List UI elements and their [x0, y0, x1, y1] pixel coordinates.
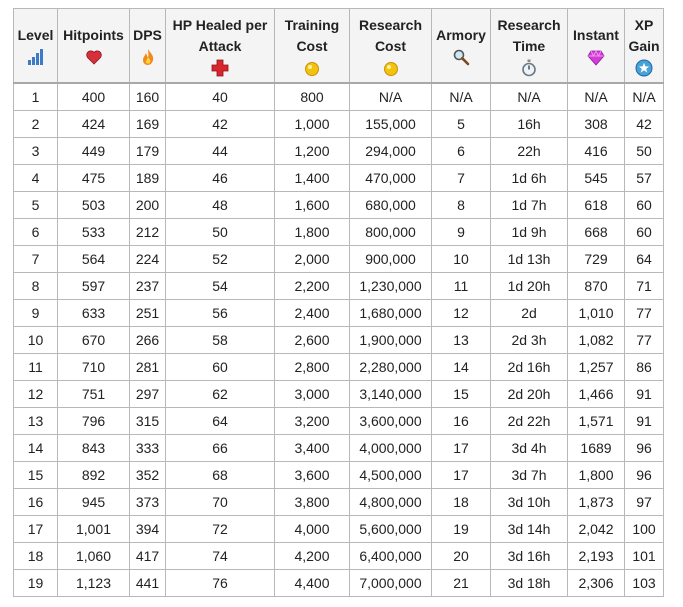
col-header-label: Level: [17, 27, 54, 43]
cell-hp-healed: 58: [166, 327, 275, 354]
col-header-label: Hitpoints: [63, 27, 124, 43]
col-header-label: Training Cost: [284, 16, 340, 54]
cell-xp-gain: 96: [625, 462, 664, 489]
cell-instant: 2,042: [568, 516, 625, 543]
cell-hitpoints: 503: [58, 192, 130, 219]
cell-research-cost: 4,500,000: [350, 462, 432, 489]
cell-hp-healed: 56: [166, 300, 275, 327]
cell-level: 16: [14, 489, 58, 516]
cell-research-time: 1d 7h: [491, 192, 568, 219]
cell-xp-gain: 60: [625, 219, 664, 246]
cell-dps: 352: [130, 462, 166, 489]
cell-xp-gain: 42: [625, 111, 664, 138]
cell-instant: 870: [568, 273, 625, 300]
cell-armory: 12: [432, 300, 491, 327]
cell-hp-healed: 42: [166, 111, 275, 138]
cell-training-cost: 800: [275, 83, 350, 111]
table-row: [14, 83, 664, 111]
cell-dps: 224: [130, 246, 166, 273]
table-row: [14, 543, 664, 570]
cell-hp-healed: 40: [166, 83, 275, 111]
cell-hp-healed: 54: [166, 273, 275, 300]
col-header-instant: [568, 9, 625, 84]
cell-instant: 1,873: [568, 489, 625, 516]
cell-training-cost: 1,400: [275, 165, 350, 192]
cell-instant: 1,257: [568, 354, 625, 381]
cell-armory: 10: [432, 246, 491, 273]
cell-research-cost: 470,000: [350, 165, 432, 192]
cell-level: 17: [14, 516, 58, 543]
cell-training-cost: 4,400: [275, 570, 350, 597]
cell-research-cost: 6,400,000: [350, 543, 432, 570]
cell-instant: 545: [568, 165, 625, 192]
cell-dps: 266: [130, 327, 166, 354]
cell-dps: 297: [130, 381, 166, 408]
col-header-label: XP Gain: [628, 16, 660, 54]
cell-xp-gain: 64: [625, 246, 664, 273]
cell-armory: 7: [432, 165, 491, 192]
cell-instant: 1,082: [568, 327, 625, 354]
cell-hp-healed: 76: [166, 570, 275, 597]
cell-armory: 8: [432, 192, 491, 219]
cell-training-cost: 3,200: [275, 408, 350, 435]
table-row: [14, 138, 664, 165]
cell-research-time: 22h: [491, 138, 568, 165]
cell-xp-gain: 71: [625, 273, 664, 300]
cell-research-time: 1d 9h: [491, 219, 568, 246]
cell-level: 7: [14, 246, 58, 273]
cell-instant: 308: [568, 111, 625, 138]
cell-dps: 281: [130, 354, 166, 381]
cell-hp-healed: 46: [166, 165, 275, 192]
cell-hitpoints: 945: [58, 489, 130, 516]
cell-instant: 1,571: [568, 408, 625, 435]
cell-level: 12: [14, 381, 58, 408]
cell-hitpoints: 1,123: [58, 570, 130, 597]
cell-xp-gain: 97: [625, 489, 664, 516]
cell-research-cost: N/A: [350, 83, 432, 111]
cell-research-time: 3d 10h: [491, 489, 568, 516]
cell-dps: 200: [130, 192, 166, 219]
cell-level: 3: [14, 138, 58, 165]
stats-table-container: [13, 8, 664, 597]
table-row: [14, 219, 664, 246]
cell-xp-gain: 57: [625, 165, 664, 192]
cell-research-cost: 7,000,000: [350, 570, 432, 597]
elixir-icon: [303, 59, 321, 77]
table-row: [14, 354, 664, 381]
cell-research-cost: 2,280,000: [350, 354, 432, 381]
fire-icon: [139, 48, 157, 66]
table-row: [14, 516, 664, 543]
cell-armory: 18: [432, 489, 491, 516]
xp-star-icon: [635, 59, 653, 77]
cell-training-cost: 4,200: [275, 543, 350, 570]
cell-hp-healed: 62: [166, 381, 275, 408]
cell-hp-healed: 52: [166, 246, 275, 273]
heart-icon: [85, 48, 103, 66]
cell-dps: 189: [130, 165, 166, 192]
cell-training-cost: 3,600: [275, 462, 350, 489]
cell-research-time: 1d 13h: [491, 246, 568, 273]
cell-instant: 1689: [568, 435, 625, 462]
red-cross-icon: [211, 59, 229, 77]
cell-hp-healed: 66: [166, 435, 275, 462]
cell-hitpoints: 1,001: [58, 516, 130, 543]
cell-training-cost: 2,800: [275, 354, 350, 381]
cell-level: 4: [14, 165, 58, 192]
cell-xp-gain: 77: [625, 327, 664, 354]
cell-hitpoints: 449: [58, 138, 130, 165]
cell-level: 2: [14, 111, 58, 138]
table-row: [14, 192, 664, 219]
cell-hp-healed: 68: [166, 462, 275, 489]
cell-research-cost: 155,000: [350, 111, 432, 138]
elixir-icon: [382, 59, 400, 77]
cell-hitpoints: 892: [58, 462, 130, 489]
cell-xp-gain: 101: [625, 543, 664, 570]
cell-training-cost: 1,000: [275, 111, 350, 138]
cell-armory: 5: [432, 111, 491, 138]
cell-instant: 729: [568, 246, 625, 273]
col-header-armory: [432, 9, 491, 84]
col-header-hitpoints: [58, 9, 130, 84]
cell-hitpoints: 843: [58, 435, 130, 462]
cell-level: 5: [14, 192, 58, 219]
cell-training-cost: 2,600: [275, 327, 350, 354]
cell-dps: 441: [130, 570, 166, 597]
cell-training-cost: 3,000: [275, 381, 350, 408]
cell-dps: 160: [130, 83, 166, 111]
cell-research-time: 3d 16h: [491, 543, 568, 570]
cell-training-cost: 2,400: [275, 300, 350, 327]
cell-research-cost: 294,000: [350, 138, 432, 165]
stats-table: [13, 8, 664, 597]
table-row: [14, 381, 664, 408]
cell-hitpoints: 475: [58, 165, 130, 192]
cell-dps: 333: [130, 435, 166, 462]
cell-level: 18: [14, 543, 58, 570]
table-row: [14, 111, 664, 138]
cell-xp-gain: N/A: [625, 83, 664, 111]
cell-armory: 19: [432, 516, 491, 543]
cell-dps: 179: [130, 138, 166, 165]
cell-xp-gain: 60: [625, 192, 664, 219]
cell-hitpoints: 564: [58, 246, 130, 273]
stopwatch-icon: [520, 59, 538, 77]
cell-instant: N/A: [568, 83, 625, 111]
cell-hp-healed: 70: [166, 489, 275, 516]
cell-hp-healed: 64: [166, 408, 275, 435]
cell-armory: 15: [432, 381, 491, 408]
cell-research-cost: 1,900,000: [350, 327, 432, 354]
cell-hp-healed: 44: [166, 138, 275, 165]
cell-instant: 1,466: [568, 381, 625, 408]
col-header-label: Research Cost: [358, 16, 423, 54]
col-header-hp-healed: [166, 9, 275, 84]
cell-xp-gain: 91: [625, 381, 664, 408]
cell-hp-healed: 48: [166, 192, 275, 219]
col-header-label: Instant: [573, 27, 619, 43]
cell-instant: 618: [568, 192, 625, 219]
cell-hp-healed: 50: [166, 219, 275, 246]
col-header-label: DPS: [133, 27, 162, 43]
cell-hitpoints: 533: [58, 219, 130, 246]
cell-training-cost: 1,800: [275, 219, 350, 246]
cell-research-time: 2d 16h: [491, 354, 568, 381]
cell-level: 13: [14, 408, 58, 435]
cell-research-time: 2d: [491, 300, 568, 327]
cell-research-cost: 1,230,000: [350, 273, 432, 300]
cell-armory: 13: [432, 327, 491, 354]
table-row: [14, 327, 664, 354]
cell-hitpoints: 597: [58, 273, 130, 300]
cell-instant: 668: [568, 219, 625, 246]
cell-training-cost: 2,000: [275, 246, 350, 273]
table-row: [14, 489, 664, 516]
cell-research-time: 1d 6h: [491, 165, 568, 192]
cell-research-time: 2d 3h: [491, 327, 568, 354]
cell-research-time: 3d 4h: [491, 435, 568, 462]
cell-research-cost: 4,800,000: [350, 489, 432, 516]
cell-level: 8: [14, 273, 58, 300]
cell-research-time: 2d 20h: [491, 381, 568, 408]
cell-training-cost: 3,400: [275, 435, 350, 462]
cell-instant: 1,800: [568, 462, 625, 489]
cell-level: 15: [14, 462, 58, 489]
table-body: [14, 83, 664, 597]
cell-research-cost: 3,600,000: [350, 408, 432, 435]
cell-training-cost: 3,800: [275, 489, 350, 516]
table-row: [14, 570, 664, 597]
cell-level: 6: [14, 219, 58, 246]
cell-dps: 373: [130, 489, 166, 516]
table-row: [14, 462, 664, 489]
cell-training-cost: 1,200: [275, 138, 350, 165]
cell-research-cost: 3,140,000: [350, 381, 432, 408]
cell-hp-healed: 60: [166, 354, 275, 381]
cell-level: 9: [14, 300, 58, 327]
cell-research-cost: 4,000,000: [350, 435, 432, 462]
cell-research-cost: 5,600,000: [350, 516, 432, 543]
magnifier-icon: [452, 48, 470, 66]
cell-armory: 20: [432, 543, 491, 570]
cell-level: 10: [14, 327, 58, 354]
cell-hp-healed: 74: [166, 543, 275, 570]
col-header-label: HP Healed per Attack: [172, 16, 268, 54]
cell-dps: 417: [130, 543, 166, 570]
cell-level: 19: [14, 570, 58, 597]
cell-xp-gain: 103: [625, 570, 664, 597]
col-header-xp-gain: [625, 9, 664, 84]
cell-training-cost: 1,600: [275, 192, 350, 219]
cell-level: 1: [14, 83, 58, 111]
cell-research-cost: 800,000: [350, 219, 432, 246]
cell-armory: 11: [432, 273, 491, 300]
cell-dps: 315: [130, 408, 166, 435]
col-header-research-cost: [350, 9, 432, 84]
cell-dps: 394: [130, 516, 166, 543]
cell-dps: 251: [130, 300, 166, 327]
cell-research-cost: 1,680,000: [350, 300, 432, 327]
table-row: [14, 246, 664, 273]
cell-training-cost: 4,000: [275, 516, 350, 543]
cell-instant: 2,306: [568, 570, 625, 597]
table-row: [14, 273, 664, 300]
cell-research-time: 3d 7h: [491, 462, 568, 489]
col-header-label: Armory: [436, 27, 486, 43]
cell-armory: 21: [432, 570, 491, 597]
cell-hitpoints: 400: [58, 83, 130, 111]
cell-research-time: 3d 18h: [491, 570, 568, 597]
cell-dps: 212: [130, 219, 166, 246]
cell-hitpoints: 710: [58, 354, 130, 381]
cell-research-time: 3d 14h: [491, 516, 568, 543]
cell-research-cost: 900,000: [350, 246, 432, 273]
cell-hitpoints: 751: [58, 381, 130, 408]
cell-dps: 237: [130, 273, 166, 300]
cell-hitpoints: 670: [58, 327, 130, 354]
cell-armory: 17: [432, 462, 491, 489]
col-header-level: [14, 9, 58, 84]
cell-research-time: 2d 22h: [491, 408, 568, 435]
cell-armory: 6: [432, 138, 491, 165]
gem-icon: [587, 48, 605, 66]
header-row: [14, 9, 664, 84]
cell-instant: 1,010: [568, 300, 625, 327]
cell-research-cost: 680,000: [350, 192, 432, 219]
cell-armory: N/A: [432, 83, 491, 111]
cell-hitpoints: 424: [58, 111, 130, 138]
col-header-training-cost: [275, 9, 350, 84]
cell-armory: 16: [432, 408, 491, 435]
table-row: [14, 435, 664, 462]
cell-training-cost: 2,200: [275, 273, 350, 300]
col-header-research-time: [491, 9, 568, 84]
level-bars-icon: [27, 48, 45, 66]
cell-xp-gain: 96: [625, 435, 664, 462]
cell-dps: 169: [130, 111, 166, 138]
col-header-dps: [130, 9, 166, 84]
table-row: [14, 300, 664, 327]
cell-instant: 2,193: [568, 543, 625, 570]
cell-hitpoints: 796: [58, 408, 130, 435]
cell-armory: 9: [432, 219, 491, 246]
cell-armory: 17: [432, 435, 491, 462]
cell-research-time: 1d 20h: [491, 273, 568, 300]
cell-level: 11: [14, 354, 58, 381]
cell-instant: 416: [568, 138, 625, 165]
table-row: [14, 408, 664, 435]
cell-hp-healed: 72: [166, 516, 275, 543]
cell-level: 14: [14, 435, 58, 462]
cell-xp-gain: 100: [625, 516, 664, 543]
cell-research-time: N/A: [491, 83, 568, 111]
cell-xp-gain: 50: [625, 138, 664, 165]
cell-hitpoints: 633: [58, 300, 130, 327]
table-row: [14, 165, 664, 192]
cell-xp-gain: 91: [625, 408, 664, 435]
col-header-label: Research Time: [497, 16, 561, 54]
cell-armory: 14: [432, 354, 491, 381]
cell-research-time: 16h: [491, 111, 568, 138]
cell-hitpoints: 1,060: [58, 543, 130, 570]
cell-xp-gain: 77: [625, 300, 664, 327]
cell-xp-gain: 86: [625, 354, 664, 381]
